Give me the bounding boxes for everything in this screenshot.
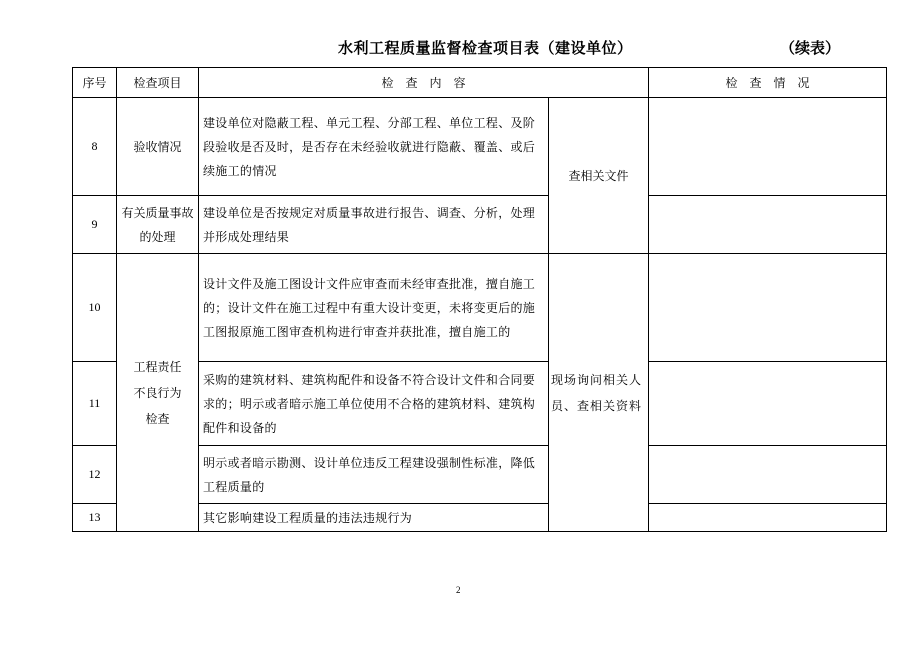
row-seq: 10 [73, 254, 117, 362]
row-content: 建设单位对隐蔽工程、单元工程、分部工程、单位工程、及阶段验收是否及时，是否存在未经验收就进行隐蔽、覆盖、或后续施工的情况 [199, 98, 549, 196]
header-result: 检 查 情 况 [649, 68, 887, 98]
row-seq: 8 [73, 98, 117, 196]
header-item: 检查项目 [117, 68, 199, 98]
row-seq: 9 [73, 196, 117, 254]
method-onsite: 现场询问相关人员、查相关资料 [549, 254, 649, 532]
row-content: 其它影响建设工程质量的违法违规行为 [199, 504, 549, 532]
table-row [73, 254, 887, 362]
row-result [649, 446, 887, 504]
row-result [649, 254, 887, 362]
header-seq: 序号 [73, 68, 117, 98]
row-content: 建设单位是否按规定对质量事故进行报告、调查、分析，处理并形成处理结果 [199, 196, 549, 254]
table-row [73, 98, 887, 196]
row-result [649, 196, 887, 254]
row-content: 明示或者暗示勘测、设计单位违反工程建设强制性标准，降低工程质量的 [199, 446, 549, 504]
header-content: 检 查 内 容 [199, 68, 649, 98]
table-row [73, 196, 887, 254]
row-content: 设计文件及施工图设计文件应审查而未经审查批准，擅自施工的；设计文件在施工过程中有重大设计变更，未将变更后的施工图报原施工图审查机构进行审查并获批准，擅自施工的 [199, 254, 549, 362]
row-item: 有关质量事故的处理 [117, 196, 199, 254]
row-result [649, 362, 887, 446]
page-title: 水利工程质量监督检查项目表（建设单位） [338, 39, 633, 57]
group-item: 工程责任不良行为检查 [117, 254, 199, 532]
row-seq: 11 [73, 362, 117, 446]
row-result [649, 504, 887, 532]
row-content: 采购的建筑材料、建筑构配件和设备不符合设计文件和合同要求的；明示或者暗示施工单位使用不合格的建筑材料、建筑构配件和设备的 [199, 362, 549, 446]
continued-label: （续表） [780, 39, 841, 57]
row-seq: 12 [73, 446, 117, 504]
inspection-table [72, 67, 887, 532]
page-number: 2 [456, 585, 461, 595]
method-docs: 查相关文件 [549, 98, 649, 254]
row-result [649, 98, 887, 196]
row-seq: 13 [73, 504, 117, 532]
row-item: 验收情况 [117, 98, 199, 196]
header-row [73, 68, 887, 98]
